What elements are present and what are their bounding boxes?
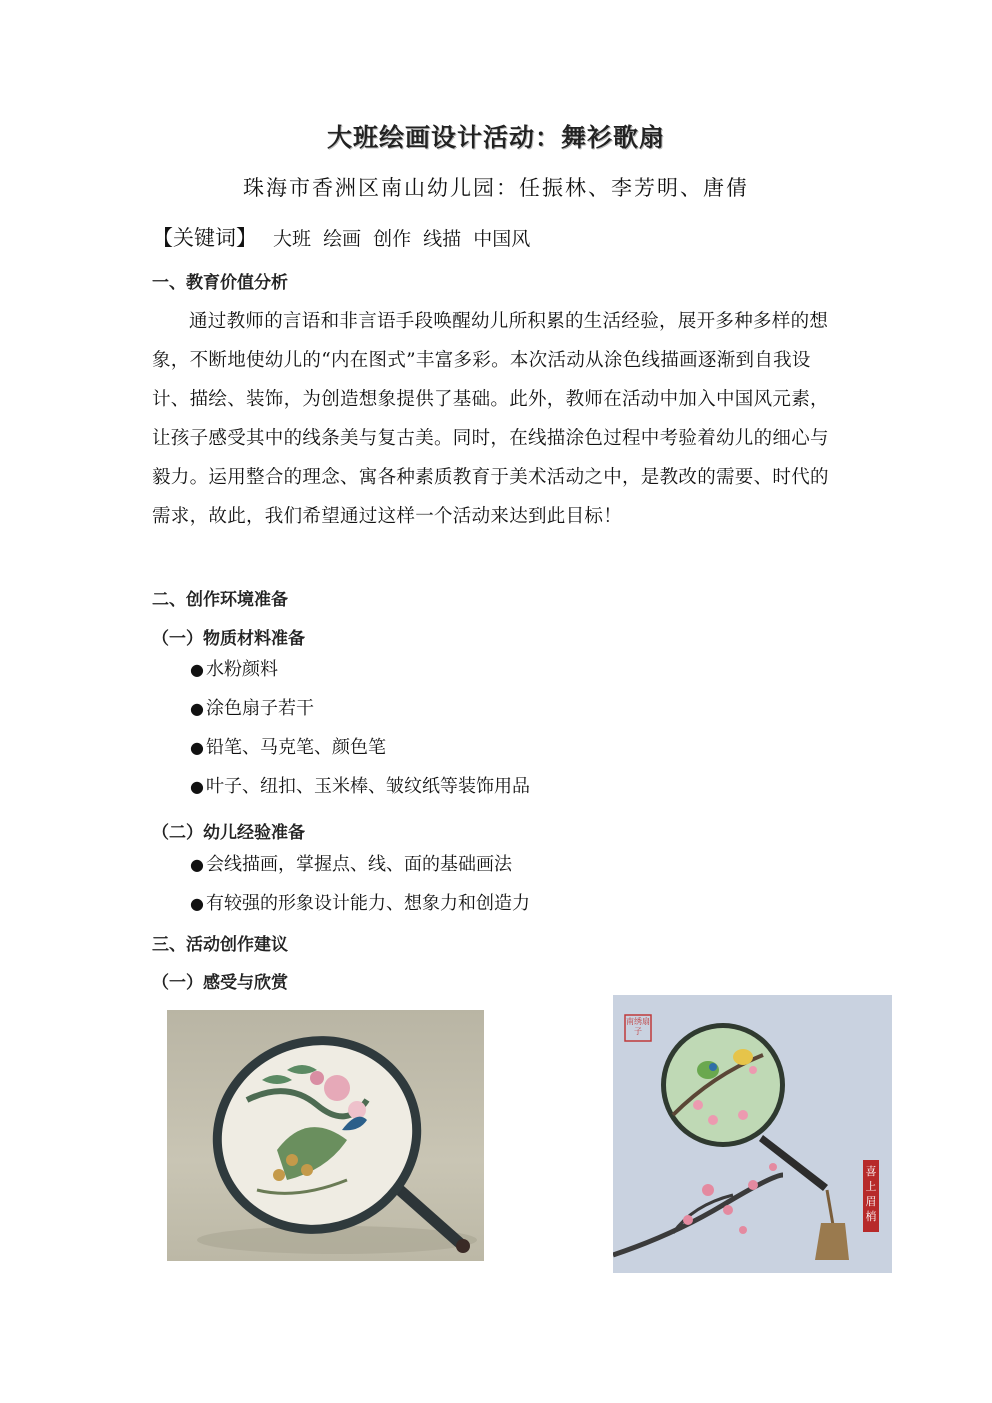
section1-paragraph: 通过教师的言语和非言语手段唤醒幼儿所积累的生活经验，展开多种多样的想象，不断地使幼儿的“内在图式”丰富多彩。本次活动从涂色线描画逐渐到自我设计、描绘、装饰，为创造想象提供了基础。此外，教师在活动中加入中国风元素，让孩子感受其中的线条美与复古美。同时，在线描涂色过程中考验着幼儿的细心与毅力。运用整合的理念、寓各种素质教育于美术活动之中，是教改的需要、时代的需求，故此，我们希望通过这样一个活动来达到此目标！	[152, 311, 829, 527]
peacock-fan-illustration	[167, 1010, 484, 1261]
list-item: ● 铅笔、马克笔、颜色笔	[190, 737, 386, 758]
seal-text-side: 喜上眉梢	[865, 1165, 877, 1223]
keywords-label: 【关键词】	[152, 226, 257, 250]
bullet-icon: ●	[190, 855, 204, 874]
bullet-icon: ●	[190, 660, 204, 679]
birds-fan-illustration	[613, 995, 892, 1273]
list-item: ● 有较强的形象设计能力、想象力和创造力	[190, 893, 530, 914]
section1-heading: 一、教育价值分析	[152, 273, 288, 293]
stamp-text-top: 南绣扇子	[626, 1017, 650, 1036]
bullet-icon: ●	[190, 738, 204, 757]
section3-heading: 三、活动创作建议	[152, 935, 288, 955]
section2-sub2-heading: （二）幼儿经验准备	[152, 823, 305, 843]
fan-photo-peacock	[167, 1010, 484, 1261]
list-item: ● 会线描画，掌握点、线、面的基础画法	[190, 854, 512, 875]
page-title: 大班绘画设计活动：舞衫歌扇	[326, 123, 665, 152]
list-item: ● 叶子、纽扣、玉米棒、皱纹纸等装饰用品	[190, 776, 530, 797]
keywords-line	[152, 222, 530, 252]
fan-photo-birds	[613, 995, 892, 1273]
bullet-icon: ●	[190, 699, 204, 718]
list-item: ● 水粉颜料	[190, 659, 278, 680]
section3-sub1-heading: （一）感受与欣赏	[152, 973, 288, 993]
list-item: ● 涂色扇子若干	[190, 698, 314, 719]
section2-sub1-heading: （一）物质材料准备	[152, 629, 305, 649]
bullet-icon: ●	[190, 777, 204, 796]
bullet-icon: ●	[190, 894, 204, 913]
keywords-terms: 大班 绘画 创作 线描 中国风	[273, 228, 531, 250]
author-line: 珠海市香洲区南山幼儿园：任振林、李芳明、唐倩	[243, 176, 749, 200]
section2-heading: 二、创作环境准备	[152, 590, 288, 610]
